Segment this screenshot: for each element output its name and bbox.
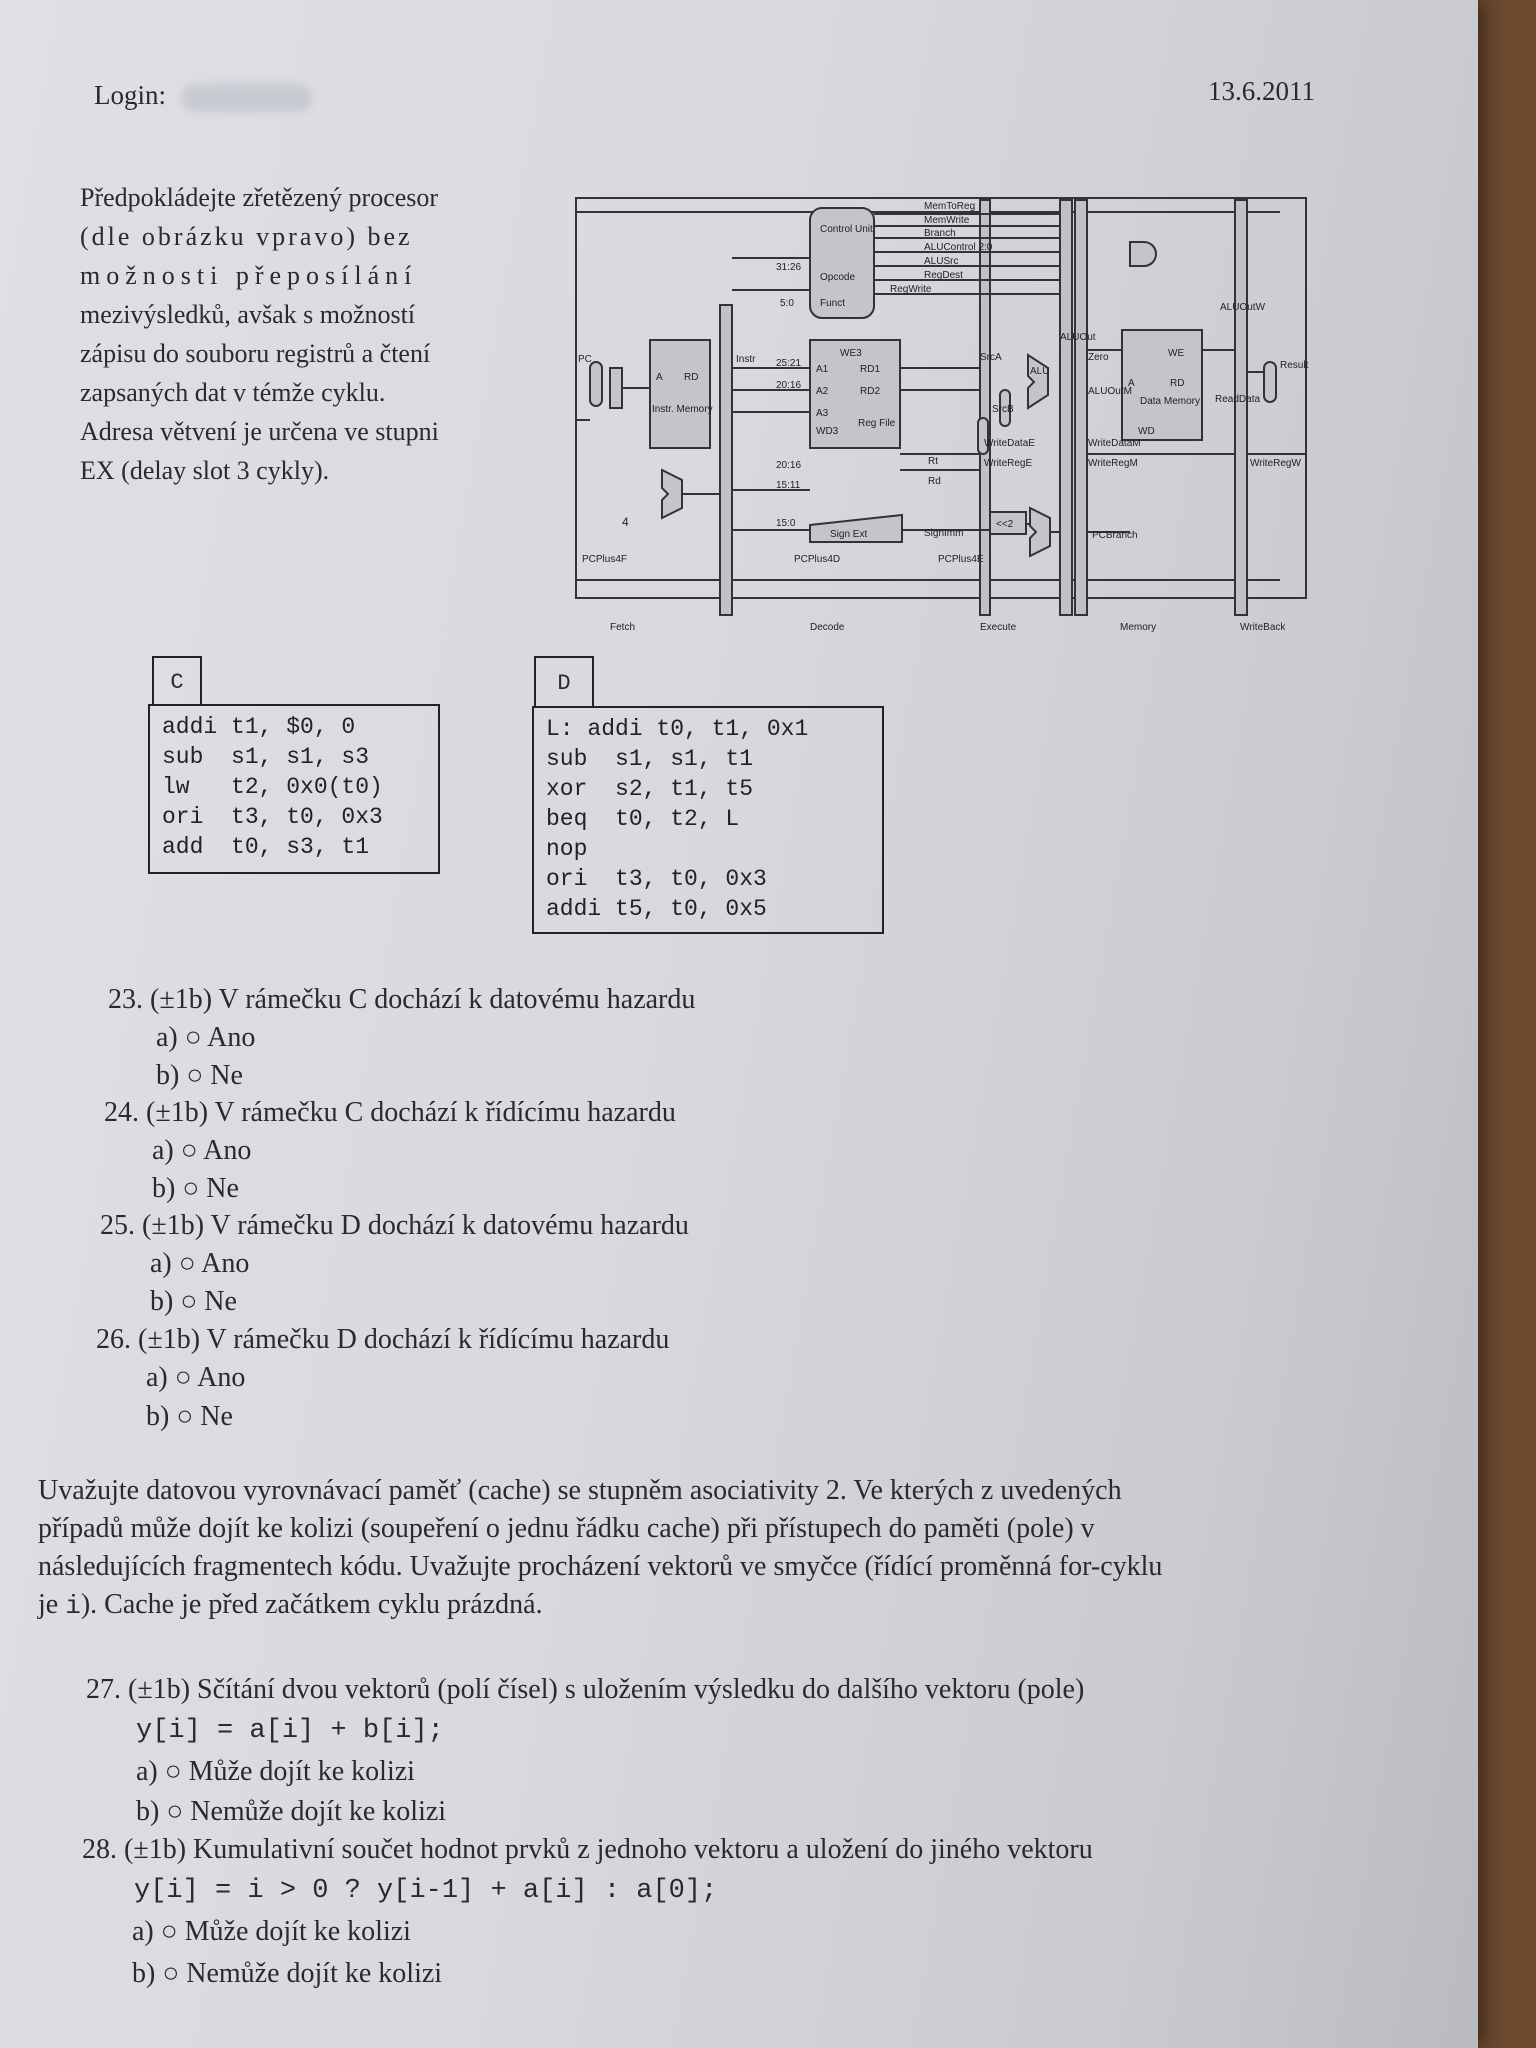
diagram-label: Zero [1088, 352, 1109, 363]
code-line: sub s1, s1, t1 [546, 746, 754, 772]
code-line: ori t3, t0, 0x3 [162, 804, 383, 830]
answer-option-ne[interactable]: b) ○ Ne [150, 1286, 237, 1317]
bits-label: 25:21 [776, 358, 802, 369]
answer-option-ano[interactable]: a) ○ Ano [156, 1022, 256, 1053]
intro-line: možnosti přeposílání [80, 261, 418, 290]
diagram-label: SignImm [924, 528, 964, 539]
diagram-label: Instr [736, 354, 756, 365]
para-line: následujících fragmentech kódu. Uvažujte procházení vektorů ve smyčce (řídící proměnná for-cyklu [38, 1551, 1163, 1582]
stage-label: Decode [810, 622, 845, 633]
regfile-label: A1 [816, 364, 829, 375]
mux-pc [590, 362, 602, 406]
code-line: L: addi t0, t1, 0x1 [546, 716, 809, 742]
para-text: je [38, 1589, 66, 1620]
intro-line: Předpokládejte zřetězený procesor [80, 183, 439, 212]
answer-option-no-collision[interactable]: b) ○ Nemůže dojít ke kolizi [136, 1796, 447, 1827]
intro-line: zapsaných dat v témže cyklu. [80, 378, 386, 407]
code-line: beq t0, t2, L [546, 806, 740, 832]
diagram-label: ALUOut [1060, 332, 1096, 343]
diagram-label: PCBranch [1092, 530, 1138, 541]
dmem-label: Data Memory [1140, 396, 1201, 407]
imem-label: A [656, 372, 663, 383]
question-28: 28. (±1b) Kumulativní součet hodnot prvků z jednoho vektoru a uložení do jiného vektoru [82, 1834, 1093, 1865]
question-23: 23. (±1b) V rámečku C dochází k datovému hazardu [108, 984, 696, 1015]
code-line: add t0, s3, t1 [162, 834, 370, 860]
diagram-label: ReadData [1215, 394, 1261, 405]
regfile-label: RD1 [860, 364, 881, 375]
opcode-label: Opcode [820, 272, 856, 283]
diagram-label: SrcB [992, 404, 1014, 415]
regfile-label: A2 [816, 386, 829, 397]
dmem-label: WD [1138, 426, 1155, 437]
pipeline-register-mem-wb [1235, 200, 1247, 615]
diagram-label: ALUOutW [1220, 302, 1266, 313]
imem-label: Instr. Memory [652, 404, 713, 415]
answer-option-ne[interactable]: b) ○ Ne [156, 1060, 243, 1091]
para-line [38, 1586, 1458, 1625]
login-label: Login: [94, 80, 166, 110]
diagram-label: WriteRegE [984, 458, 1033, 469]
diagram-label: PC [578, 354, 592, 365]
answer-option-ne[interactable]: b) ○ Ne [152, 1173, 239, 1204]
diagram-label: WriteRegW [1250, 458, 1301, 469]
dmem-label: WE [1168, 348, 1185, 359]
diagram-label: Result [1280, 360, 1309, 371]
diagram-label: PCPlus4F [582, 554, 628, 565]
answer-option-collision[interactable]: a) ○ Může dojít ke kolizi [136, 1756, 415, 1787]
intro-line: (dle obrázku vpravo) bez [80, 222, 413, 251]
diagram-label: WriteDataM [1088, 438, 1141, 449]
stage-label: WriteBack [1240, 622, 1286, 633]
loop-variable-code: i [65, 1591, 81, 1621]
dmem-label: A [1128, 378, 1135, 389]
question-26: 26. (±1b) V rámečku D dochází k řídícímu hazardu [96, 1324, 670, 1355]
bits-label: 31:26 [776, 262, 802, 273]
intro-line: zápisu do souboru registrů a čtení [80, 339, 431, 368]
stage-label: Memory [1120, 622, 1157, 633]
answer-option-no-collision[interactable]: b) ○ Nemůže dojít ke kolizi [132, 1958, 443, 1989]
diagram-label: WriteRegM [1088, 458, 1138, 469]
signal-label: Branch [924, 228, 956, 239]
code-line: lw t2, 0x0(t0) [162, 774, 383, 800]
code-line: sub s1, s1, s3 [162, 744, 370, 770]
pipeline-register-ex-mem [980, 200, 990, 615]
pipeline-register-if-id [720, 305, 732, 615]
exam-date: 13.6.2011 [1208, 76, 1315, 106]
adder-pc-plus4 [662, 470, 682, 518]
pipeline-diagram [540, 190, 1320, 640]
intro-text [80, 178, 520, 490]
alu-block [1028, 355, 1048, 408]
diagram-label: <<2 [996, 519, 1014, 530]
bits-label: 5:0 [780, 298, 794, 309]
code-box-d [532, 706, 884, 934]
imem-label: RD [684, 372, 699, 383]
diagram-label: Sign Ext [830, 529, 868, 540]
diagram-label: ALU [1030, 366, 1050, 377]
stage-label: Fetch [610, 622, 636, 633]
code-line: ori t3, t0, 0x3 [546, 866, 767, 892]
box-c-tab: C [152, 656, 202, 706]
bits-label: 20:16 [776, 380, 802, 391]
adder-branch [1030, 508, 1050, 556]
regfile-label: WD3 [816, 426, 839, 437]
diagram-label: Rt [928, 456, 938, 467]
diagram-label: Rd [928, 476, 941, 487]
code-snippet: y[i] = i > 0 ? y[i-1] + a[i] : a[0]; [134, 1876, 718, 1906]
login-field [94, 80, 312, 112]
code-line: nop [546, 836, 588, 862]
diagram-label: PCPlus4E [938, 554, 984, 565]
diagram-label: WriteDataE [984, 438, 1035, 449]
intro-line: EX (delay slot 3 cykly). [80, 456, 330, 485]
bits-label: 15:11 [776, 480, 801, 491]
instruction-memory-block [650, 340, 710, 448]
diagram-label: SrcA [980, 352, 1002, 363]
signal-label: RegWrite [890, 284, 932, 295]
answer-option-collision[interactable]: a) ○ Může dojít ke kolizi [132, 1916, 411, 1947]
box-d-tab: D [534, 656, 594, 708]
code-snippet: y[i] = a[i] + b[i]; [136, 1716, 444, 1746]
signal-label: MemToReg [924, 201, 976, 212]
intro-line: Adresa větvení je určena ve stupni [80, 417, 439, 446]
control-unit-label: Control Unit [820, 224, 873, 235]
dmem-label: RD [1170, 378, 1185, 389]
regfile-label: A3 [816, 408, 829, 419]
answer-option-ano[interactable]: a) ○ Ano [152, 1135, 252, 1166]
para-text: ). Cache je před začátkem cyklu prázdná. [80, 1589, 543, 1620]
cache-paragraph [38, 1472, 1458, 1625]
diagram-label: 4 [622, 515, 629, 529]
diagram-label: ALUOutM [1088, 386, 1132, 397]
pipeline-register-ex-mem-a [1075, 200, 1087, 615]
bits-label: 20:16 [776, 460, 802, 471]
funct-label: Funct [820, 298, 846, 309]
regfile-label: RD2 [860, 386, 881, 397]
code-line: addi t1, $0, 0 [162, 714, 356, 740]
question-27: 27. (±1b) Sčítání dvou vektorů (polí čísel) s uložením výsledku do dalšího vektoru (pole) [86, 1674, 1085, 1705]
intro-line: mezivýsledků, avšak s možností [80, 300, 416, 329]
diagram-label: PCPlus4D [794, 554, 841, 565]
regfile-label: Reg File [858, 418, 896, 429]
question-25: 25. (±1b) V rámečku D dochází k datovému hazardu [100, 1210, 689, 1241]
signal-label: RegDest [924, 270, 963, 281]
question-24: 24. (±1b) V rámečku C dochází k řídícímu hazardu [104, 1097, 676, 1128]
branch-and-gate [1130, 242, 1156, 266]
stage-label: Execute [980, 622, 1017, 633]
code-box-c [148, 704, 440, 874]
para-line: případů může dojít ke kolizi (soupeření o jednu řádku cache) při přístupech do paměti (pole) v [38, 1513, 1095, 1544]
mux-result [1264, 362, 1276, 402]
pc-register [610, 368, 622, 408]
answer-option-ano[interactable]: a) ○ Ano [146, 1362, 246, 1393]
code-line: addi t5, t0, 0x5 [546, 896, 767, 922]
answer-option-ano[interactable]: a) ○ Ano [150, 1248, 250, 1279]
signal-label: ALUControl 2:0 [924, 242, 993, 253]
signal-label: ALUSrc [924, 256, 959, 267]
signal-label: MemWrite [924, 215, 970, 226]
answer-option-ne[interactable]: b) ○ Ne [146, 1401, 233, 1432]
redacted-login [182, 84, 312, 112]
code-line: xor s2, t1, t5 [546, 776, 754, 802]
bits-label: 15:0 [776, 518, 796, 529]
regfile-label: WE3 [840, 348, 862, 359]
pipeline-register-id-ex [1060, 200, 1072, 615]
para-line: Uvažujte datovou vyrovnávací paměť (cache) se stupněm asociativity 2. Ve kterých z uvedených [38, 1475, 1122, 1506]
